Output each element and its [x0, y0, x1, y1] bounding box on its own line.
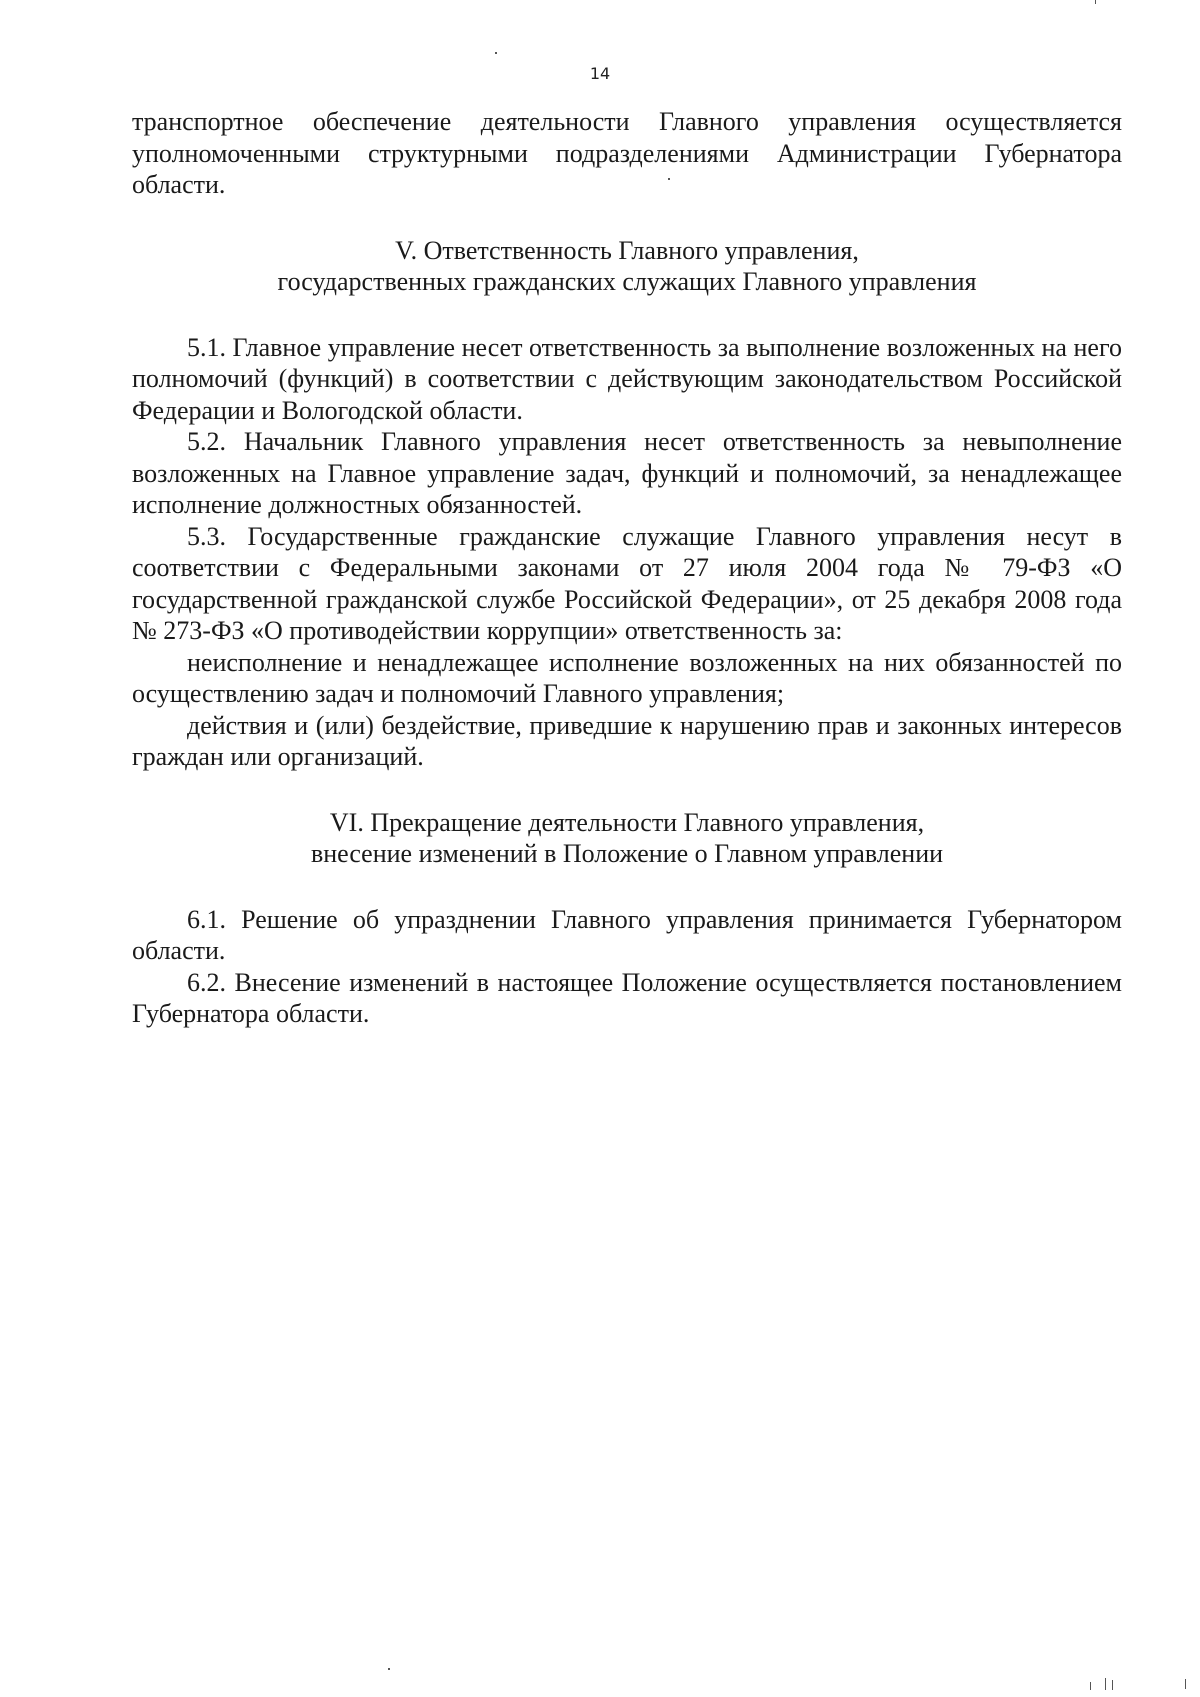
paragraph-5-3-item-2: действия и (или) бездействие, приведшие к нарушению прав и законных интересов граждан или организаций. [132, 710, 1122, 771]
scan-speck [1185, 1679, 1186, 1689]
paragraph-5-1: 5.1. Главное управление несет ответственность за выполнение возложенных на него полномочий (функций) в соответствии с действующим законодательством Российской Федерации и Вологодской области. [132, 332, 1122, 425]
scan-speck [388, 1668, 390, 1670]
section-v-heading-line-1: V. Ответственность Главного управления, [395, 235, 859, 265]
paragraph-6-1: 6.1. Решение об упразднении Главного управления принимается Губернатором области. [132, 904, 1122, 965]
page-number: 14 [589, 64, 611, 83]
paragraph-6-2: 6.2. Внесение изменений в настоящее Положение осуществляется постановлением Губернатора области. [132, 967, 1122, 1028]
section-vi-heading [132, 807, 1122, 870]
section-vi-heading-line-2: внесение изменений в Положение о Главном управлении [310, 839, 944, 868]
scan-speck [668, 178, 670, 180]
scan-speck [1105, 1678, 1106, 1690]
scan-speck [1112, 1680, 1113, 1690]
section-v-heading [132, 235, 1122, 298]
document-body [132, 106, 1122, 1030]
scan-speck [1090, 1682, 1091, 1690]
opening-paragraph: транспортное обеспечение деятельности Главного управления осуществляется уполномоченными структурными подразделениями Администрации Губернатора области. [132, 107, 1122, 199]
scan-speck [1095, 0, 1096, 4]
section-v-heading-line-2: государственных гражданских служащих Главного управления [277, 267, 977, 296]
paragraph-5-3-item-1: неисполнение и ненадлежащее исполнение возложенных на них обязанностей по осуществлению задач и полномочий Главного управления; [132, 647, 1122, 708]
scan-speck [495, 52, 497, 54]
section-vi-heading-line-1: VI. Прекращение деятельности Главного управления, [329, 807, 925, 837]
paragraph-5-3: 5.3. Государственные гражданские служащие Главного управления несут в соответствии с Федеральными законами от 27 июля 2004 года № 79-ФЗ «О государственной гражданской службе Российской Федерации», от 25 декабря 2008 года № 273-ФЗ «О противодействии коррупции» ответственность за: [132, 521, 1122, 645]
paragraph-5-2: 5.2. Начальник Главного управления несет ответственность за невыполнение возложенных на Главное управление задач, функций и полномочий, за ненадлежащее исполнение должностных обязанностей. [132, 427, 1122, 519]
